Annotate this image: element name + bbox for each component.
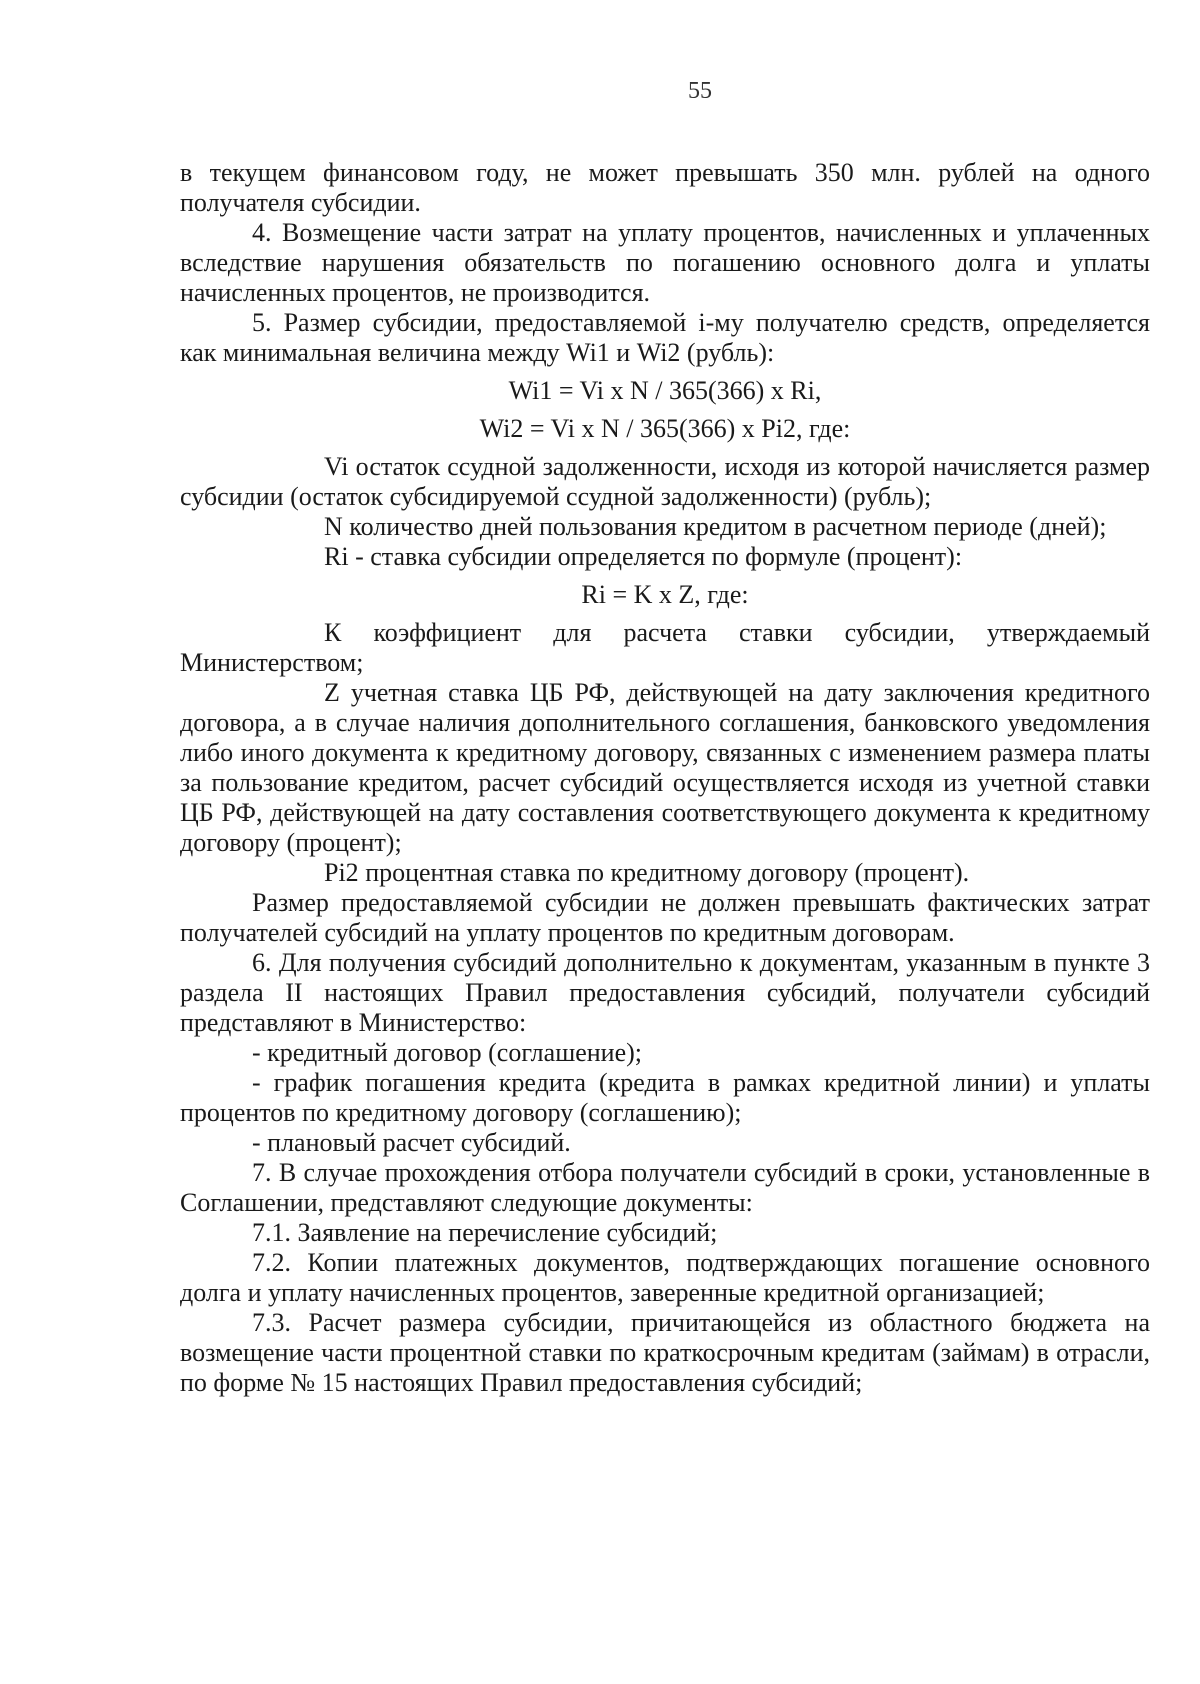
definition-term: Pi2 <box>324 858 359 887</box>
paragraph: 5. Размер субсидии, предоставляемой i-му получателю средств, определяется как минимальная величина между Wi1 и Wi2 (рубль): <box>180 308 1150 367</box>
page-number: 55 <box>688 78 712 104</box>
paragraph: Размер предоставляемой субсидии не должен превышать фактических затрат получателей субсидий на уплату процентов по кредитным договорам. <box>180 888 1150 947</box>
definition-term: N <box>324 512 343 541</box>
definition <box>180 858 1150 888</box>
definition-term: Ri - <box>324 542 364 571</box>
paragraph: 7.1. Заявление на перечисление субсидий; <box>252 1218 718 1247</box>
definition <box>180 452 1150 512</box>
list-item: - плановый расчет субсидий. <box>252 1128 571 1157</box>
paragraph: в текущем финансовом году, не может превышать 350 млн. рублей на одного получателя субсидии. <box>180 158 1150 217</box>
definition-text: остаток ссудной задолженности, исходя из которой начисляется размер субсидии (остаток субсидируемой ссудной задолженности) (рубль); <box>180 452 1151 511</box>
definition-text: процентная ставка по кредитному договору (процент). <box>365 858 970 887</box>
paragraph: 4. Возмещение части затрат на уплату процентов, начисленных и уплаченных вследствие нарушения обязательств по погашению основного долга и уплаты начисленных процентов, не производится. <box>180 218 1150 307</box>
definition-text: учетная ставка ЦБ РФ, действующей на дату заключения кредитного договора, а в случае наличия дополнительного соглашения, банковского уведомления либо иного документа к кредитному договору, связанных с изменением размера платы за пользование кредитом, расчет субсидий осуществляется исходя из учетной ставки ЦБ РФ, действующей на дату составления соответствующего документа к кредитному договору (процент); <box>180 678 1151 857</box>
paragraph: 6. Для получения субсидий дополнительно к документам, указанным в пункте 3 раздела II настоящих Правил предоставления субсидий, получатели субсидий представляют в Министерство: <box>180 948 1150 1037</box>
formula: Ri = K x Z, где: <box>581 580 749 609</box>
document-body <box>180 158 1150 1398</box>
paragraph: 7.2. Копии платежных документов, подтверждающих погашение основного долга и уплату начисленных процентов, заверенные кредитной организацией; <box>180 1248 1150 1307</box>
definition-term: Z <box>324 678 340 707</box>
definition-text: количество дней пользования кредитом в расчетном периоде (дней); <box>349 512 1107 541</box>
definition <box>180 512 1150 542</box>
paragraph: 7.3. Расчет размера субсидии, причитающейся из областного бюджета на возмещение части процентной ставки по краткосрочным кредитам (займам) в отрасли, по форме № 15 настоящих Правил предоставления субсидий; <box>180 1308 1150 1397</box>
formula: Wi1 = Vi x N / 365(366) x Ri, <box>508 376 822 405</box>
definition-text: ставка субсидии определяется по формуле (процент): <box>370 542 963 571</box>
formula: Wi2 = Vi x N / 365(366) x Pi2, где: <box>479 414 851 443</box>
definition-term: К <box>324 618 342 647</box>
definition-text: коэффициент для расчета ставки субсидии, утверждаемый Министерством; <box>180 618 1150 677</box>
definition-term: Vi <box>324 452 349 481</box>
paragraph: 7. В случае прохождения отбора получатели субсидий в сроки, установленные в Соглашении, представляют следующие документы: <box>180 1158 1150 1217</box>
definition <box>180 618 1150 678</box>
definition <box>180 542 1150 572</box>
list-item: - кредитный договор (соглашение); <box>252 1038 642 1067</box>
list-item: - график погашения кредита (кредита в рамках кредитной линии) и уплаты процентов по кредитному договору (соглашению); <box>180 1068 1150 1127</box>
definition <box>180 678 1150 858</box>
